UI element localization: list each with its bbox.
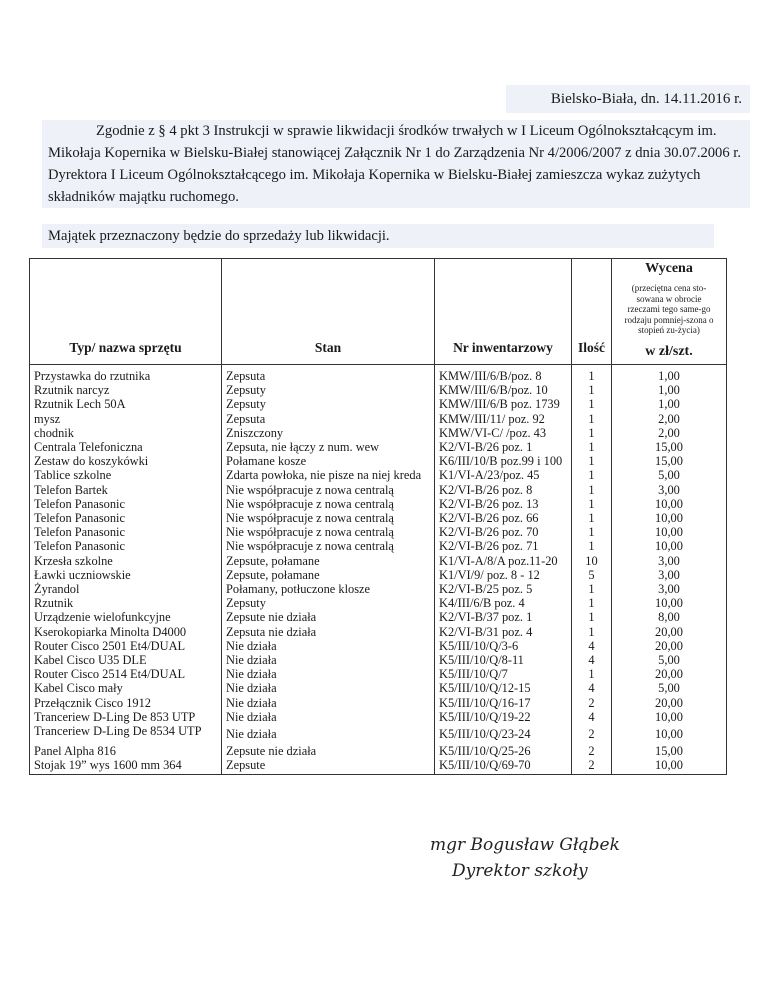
table-row [30, 625, 727, 639]
cell-price: 20,00 [612, 639, 727, 653]
cell-qty: 1 [572, 397, 612, 411]
cell-price: 2,00 [612, 412, 727, 426]
cell-price: 5,00 [612, 653, 727, 667]
table-row [30, 568, 727, 582]
cell-name: Telefon Panasonic [30, 539, 222, 553]
cell-qty: 1 [572, 667, 612, 681]
cell-state: Nie działa [222, 681, 435, 695]
cell-state: Nie współpracuje z nowa centralą [222, 525, 435, 539]
cell-state: Połamane kosze [222, 454, 435, 468]
cell-name: Telefon Panasonic [30, 497, 222, 511]
cell-price: 8,00 [612, 610, 727, 624]
cell-state: Zepsute [222, 758, 435, 775]
cell-inventory: K5/III/10/Q/8-11 [435, 653, 572, 667]
cell-price: 3,00 [612, 554, 727, 568]
header-state: Stan [222, 259, 435, 365]
cell-qty: 1 [572, 539, 612, 553]
table-row [30, 483, 727, 497]
cell-price: 2,00 [612, 426, 727, 440]
cell-qty: 1 [572, 596, 612, 610]
table-row [30, 639, 727, 653]
header-name: Typ/ nazwa sprzętu [30, 259, 222, 365]
cell-name: Kabel Cisco mały [30, 681, 222, 695]
cell-state: Nie działa [222, 724, 435, 744]
cell-name: chodnik [30, 426, 222, 440]
table-row [30, 412, 727, 426]
cell-name: Żyrandol [30, 582, 222, 596]
cell-inventory: K5/III/10/Q/69-70 [435, 758, 572, 775]
cell-state: Zepsuta [222, 412, 435, 426]
cell-name: Tranceriew D-Ling De 853 UTP [30, 710, 222, 724]
cell-name: Router Cisco 2501 Et4/DUAL [30, 639, 222, 653]
cell-inventory: K1/VI/9/ poz. 8 - 12 [435, 568, 572, 582]
cell-state: Zepsute nie działa [222, 744, 435, 758]
cell-inventory: K5/III/10/Q/12-15 [435, 681, 572, 695]
cell-qty: 2 [572, 696, 612, 710]
cell-name: Ławki uczniowskie [30, 568, 222, 582]
cell-price: 3,00 [612, 568, 727, 582]
cell-inventory: K5/III/10/Q/3-6 [435, 639, 572, 653]
cell-price: 15,00 [612, 440, 727, 454]
cell-state: Nie współpracuje z nowa centralą [222, 483, 435, 497]
cell-price: 10,00 [612, 724, 727, 744]
valuation-title: Wycena [645, 261, 693, 276]
table-row [30, 724, 727, 744]
cell-qty: 10 [572, 554, 612, 568]
cell-price: 10,00 [612, 525, 727, 539]
table-row [30, 582, 727, 596]
cell-inventory: K2/VI-B/25 poz. 5 [435, 582, 572, 596]
cell-inventory: K5/III/10/Q/23-24 [435, 724, 572, 744]
cell-inventory: K5/III/10/Q/19-22 [435, 710, 572, 724]
cell-inventory: K1/VI-A/8/A poz.11-20 [435, 554, 572, 568]
cell-name: Krzesła szkolne [30, 554, 222, 568]
intro-paragraph [42, 120, 750, 208]
cell-price: 20,00 [612, 696, 727, 710]
cell-state: Nie działa [222, 710, 435, 724]
cell-name: Przełącznik Cisco 1912 [30, 696, 222, 710]
cell-state: Nie współpracuje z nowa centralą [222, 511, 435, 525]
cell-qty: 4 [572, 639, 612, 653]
table-row [30, 440, 727, 454]
valuation-note: (przeciętna cena sto-sowana w obrocie rzeczami tego same-go rodzaju pomniej-szona o stopień zu-życia) [624, 283, 714, 335]
cell-state: Nie działa [222, 696, 435, 710]
cell-price: 20,00 [612, 625, 727, 639]
table-row [30, 383, 727, 397]
cell-price: 1,00 [612, 397, 727, 411]
cell-price: 10,00 [612, 511, 727, 525]
cell-name: Stojak 19” wys 1600 mm 364 [30, 758, 222, 775]
table-row [30, 497, 727, 511]
table-row [30, 468, 727, 482]
cell-qty: 1 [572, 365, 612, 384]
cell-qty: 4 [572, 710, 612, 724]
cell-state: Zepsuty [222, 596, 435, 610]
header-inventory: Nr inwentarzowy [435, 259, 572, 365]
table-body [30, 365, 727, 775]
table-row [30, 667, 727, 681]
intro-text: Zgodnie z § 4 pkt 3 Instrukcji w sprawie likwidacji środków trwałych w I Liceum Ogólnokształcącym im. Mikołaja Kopernika w Bielsku-Białej stanowiącej Załącznik Nr 1 do Zarządzenia Nr 4/2006/2007 z dnia 30.07.2006 r. Dyrektora I Liceum Ogólnokształcącego im. Mikołaja Kopernika w Bielsku-Białej zamieszcza wykaz zużytych składników majątku ruchomego. [48, 123, 742, 205]
cell-price: 5,00 [612, 468, 727, 482]
cell-qty: 1 [572, 483, 612, 497]
cell-inventory: KMW/III/6/B poz. 1739 [435, 397, 572, 411]
cell-state: Zepsute nie działa [222, 610, 435, 624]
cell-inventory: K5/III/10/Q/16-17 [435, 696, 572, 710]
cell-price: 1,00 [612, 383, 727, 397]
cell-qty: 1 [572, 582, 612, 596]
cell-qty: 1 [572, 468, 612, 482]
table-row [30, 525, 727, 539]
cell-name: Router Cisco 2514 Et4/DUAL [30, 667, 222, 681]
cell-inventory: K4/III/6/B poz. 4 [435, 596, 572, 610]
table-row [30, 710, 727, 724]
cell-name: Kserokopiarka Minolta D4000 [30, 625, 222, 639]
cell-name: Tablice szkolne [30, 468, 222, 482]
cell-name: Tranceriew D-Ling De 8534 UTP [30, 724, 222, 744]
cell-name: Rzutnik [30, 596, 222, 610]
table-row [30, 511, 727, 525]
table-row [30, 758, 727, 775]
valuation-unit: w zł/szt. [645, 343, 693, 359]
table-row [30, 744, 727, 758]
cell-inventory: K2/VI-B/26 poz. 1 [435, 440, 572, 454]
cell-state: Zepsute, połamane [222, 554, 435, 568]
cell-name: Centrala Telefoniczna [30, 440, 222, 454]
cell-qty: 1 [572, 625, 612, 639]
cell-price: 20,00 [612, 667, 727, 681]
cell-name: Rzutnik Lech 50A [30, 397, 222, 411]
cell-state: Zepsute, połamane [222, 568, 435, 582]
cell-state: Nie działa [222, 653, 435, 667]
cell-qty: 1 [572, 610, 612, 624]
cell-state: Zdarta powłoka, nie pisze na niej kreda [222, 468, 435, 482]
cell-price: 3,00 [612, 582, 727, 596]
cell-state: Połamany, potłuczone klosze [222, 582, 435, 596]
cell-price: 10,00 [612, 710, 727, 724]
cell-inventory: K2/VI-B/26 poz. 13 [435, 497, 572, 511]
cell-inventory: K6/III/10/B poz.99 i 100 [435, 454, 572, 468]
cell-price: 10,00 [612, 497, 727, 511]
cell-name: Telefon Panasonic [30, 525, 222, 539]
cell-price: 10,00 [612, 539, 727, 553]
notice-text: Majątek przeznaczony będzie do sprzedaży lub likwidacji. [42, 224, 714, 248]
cell-state: Zniszczony [222, 426, 435, 440]
cell-state: Zepsuta nie działa [222, 625, 435, 639]
table-row [30, 397, 727, 411]
cell-price: 5,00 [612, 681, 727, 695]
header-valuation [612, 259, 727, 365]
cell-qty: 1 [572, 440, 612, 454]
cell-qty: 4 [572, 653, 612, 667]
cell-name: Przystawka do rzutnika [30, 365, 222, 384]
cell-inventory: KMW/III/6/B/poz. 8 [435, 365, 572, 384]
table-row [30, 681, 727, 695]
cell-name: Kabel Cisco U35 DLE [30, 653, 222, 667]
cell-qty: 1 [572, 497, 612, 511]
cell-price: 15,00 [612, 744, 727, 758]
cell-state: Zepsuta, nie łączy z num. wew [222, 440, 435, 454]
table-row [30, 610, 727, 624]
table-row [30, 454, 727, 468]
table-row [30, 539, 727, 553]
cell-name: mysz [30, 412, 222, 426]
cell-price: 10,00 [612, 596, 727, 610]
cell-qty: 1 [572, 412, 612, 426]
table-row [30, 365, 727, 384]
cell-inventory: KMW/III/11/ poz. 92 [435, 412, 572, 426]
cell-qty: 1 [572, 426, 612, 440]
cell-qty: 1 [572, 525, 612, 539]
cell-qty: 2 [572, 724, 612, 744]
cell-name: Zestaw do koszykówki [30, 454, 222, 468]
cell-name: Telefon Bartek [30, 483, 222, 497]
cell-name: Rzutnik narcyz [30, 383, 222, 397]
cell-name: Panel Alpha 816 [30, 744, 222, 758]
cell-name: Urządzenie wielofunkcyjne [30, 610, 222, 624]
cell-inventory: K2/VI-B/31 poz. 4 [435, 625, 572, 639]
table-row [30, 596, 727, 610]
cell-qty: 5 [572, 568, 612, 582]
cell-inventory: K2/VI-B/37 poz. 1 [435, 610, 572, 624]
cell-qty: 1 [572, 511, 612, 525]
signature-block [430, 832, 670, 884]
cell-qty: 2 [572, 758, 612, 775]
cell-inventory: K1/VI-A/23/poz. 45 [435, 468, 572, 482]
cell-inventory: K2/VI-B/26 poz. 66 [435, 511, 572, 525]
cell-name: Telefon Panasonic [30, 511, 222, 525]
document-date: Bielsko-Biała, dn. 14.11.2016 r. [506, 85, 750, 113]
cell-inventory: K2/VI-B/26 poz. 8 [435, 483, 572, 497]
cell-inventory: K2/VI-B/26 poz. 70 [435, 525, 572, 539]
cell-state: Zepsuta [222, 365, 435, 384]
cell-state: Nie działa [222, 667, 435, 681]
cell-state: Zepsuty [222, 383, 435, 397]
cell-price: 1,00 [612, 365, 727, 384]
table-row [30, 696, 727, 710]
cell-price: 3,00 [612, 483, 727, 497]
cell-inventory: K2/VI-B/26 poz. 71 [435, 539, 572, 553]
cell-state: Nie współpracuje z nowa centralą [222, 497, 435, 511]
cell-qty: 2 [572, 744, 612, 758]
signature-title: Dyrektor szkoły [452, 861, 588, 881]
cell-state: Nie działa [222, 639, 435, 653]
table-row [30, 653, 727, 667]
header-qty: Ilość [572, 259, 612, 365]
cell-qty: 1 [572, 454, 612, 468]
table-row [30, 554, 727, 568]
cell-inventory: K5/III/10/Q/25-26 [435, 744, 572, 758]
cell-inventory: K5/III/10/Q/7 [435, 667, 572, 681]
cell-qty: 4 [572, 681, 612, 695]
cell-inventory: KMW/III/6/B/poz. 10 [435, 383, 572, 397]
cell-price: 15,00 [612, 454, 727, 468]
assets-table [29, 258, 727, 775]
cell-state: Nie współpracuje z nowa centralą [222, 539, 435, 553]
cell-price: 10,00 [612, 758, 727, 775]
table-row [30, 426, 727, 440]
cell-state: Zepsuty [222, 397, 435, 411]
cell-inventory: KMW/VI-C/ /poz. 43 [435, 426, 572, 440]
cell-qty: 1 [572, 383, 612, 397]
signature-name: mgr Bogusław Głąbek [430, 835, 620, 855]
